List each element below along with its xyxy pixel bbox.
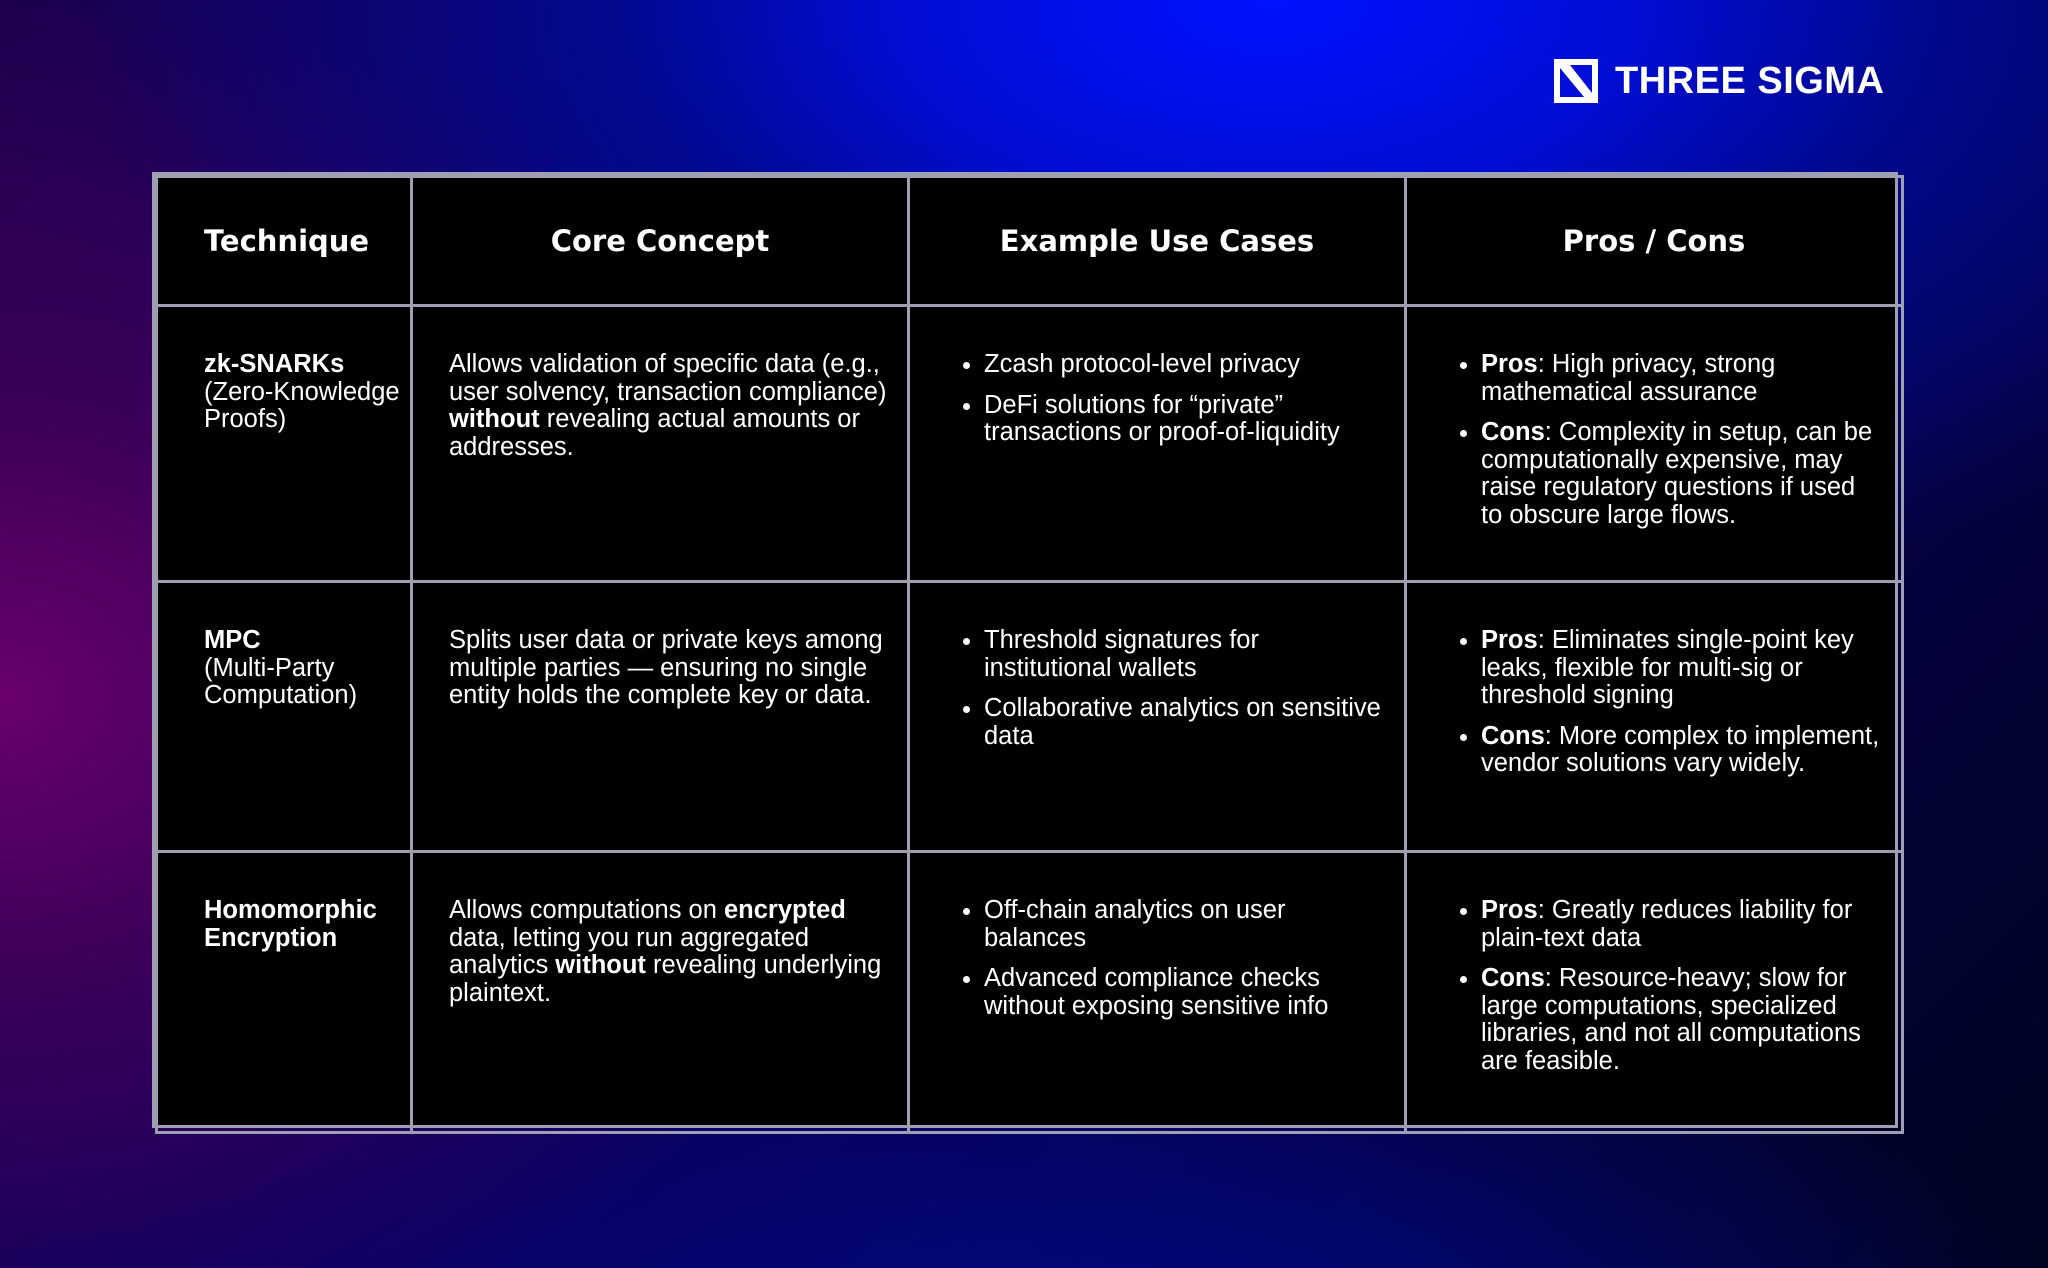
concept-emphasis-2: without bbox=[555, 951, 646, 979]
comparison-table bbox=[152, 172, 1898, 1128]
pros-cons-list bbox=[1407, 351, 1883, 529]
pros-label: Pros bbox=[1481, 626, 1538, 654]
list-item: • Threshold signatures for institutional wallets bbox=[984, 627, 1386, 682]
cons-item bbox=[1481, 419, 1883, 529]
list-item: • Zcash protocol-level privacy bbox=[984, 351, 1386, 379]
pros-text: : High privacy, strong mathematical assurance bbox=[1481, 350, 1776, 406]
header-core-concept: Core Concept bbox=[412, 177, 909, 306]
list-item: • Collaborative analytics on sensitive data bbox=[984, 695, 1386, 750]
concept-text-end: revealing actual amounts or addresses. bbox=[449, 405, 860, 461]
concept-text: Allows computations on bbox=[449, 896, 724, 924]
header-technique: Technique bbox=[157, 177, 412, 306]
technique-name: Homomorphic Encryption bbox=[204, 896, 377, 952]
pros-cons-cell bbox=[1406, 306, 1903, 582]
use-cases-cell bbox=[909, 582, 1406, 852]
cons-label: Cons bbox=[1481, 721, 1545, 750]
cons-text: : More complex to implement, vendor solutions vary widely. bbox=[1481, 721, 1880, 777]
pros-item bbox=[1481, 627, 1883, 710]
concept-text-mid: data, letting you run aggregated analytics bbox=[449, 923, 810, 979]
concept-text-end: revealing underlying plaintext. bbox=[449, 951, 882, 1007]
three-sigma-mark-icon bbox=[1551, 56, 1601, 106]
technique-subtitle: (Multi-Party Computation) bbox=[204, 653, 358, 709]
concept-emphasis: encrypted bbox=[723, 896, 846, 924]
technique-cell bbox=[157, 306, 412, 582]
pros-text: : Greatly reduces liability for plain-text data bbox=[1481, 896, 1853, 952]
header-example-use-cases: Example Use Cases bbox=[909, 177, 1406, 306]
list-item: • Off-chain analytics on user balances bbox=[984, 897, 1386, 952]
pros-cons-cell bbox=[1406, 852, 1903, 1133]
privacy-techniques-table bbox=[155, 175, 1904, 1134]
header-pros-cons: Pros / Cons bbox=[1406, 177, 1903, 306]
cons-item bbox=[1481, 965, 1883, 1075]
cons-item bbox=[1481, 723, 1883, 778]
pros-item bbox=[1481, 351, 1883, 406]
use-cases-list bbox=[910, 351, 1386, 447]
use-cases-list bbox=[910, 897, 1386, 1020]
technique-subtitle: (Zero-Knowledge Proofs) bbox=[204, 377, 400, 433]
list-item: • Advanced compliance checks without exposing sensitive info bbox=[984, 965, 1386, 1020]
use-cases-cell bbox=[909, 852, 1406, 1133]
use-cases-list bbox=[910, 627, 1386, 750]
concept-text: Allows validation of specific data (e.g., user solvency, transaction compliance) bbox=[449, 350, 887, 406]
core-concept-cell bbox=[412, 306, 909, 582]
pros-text: : Eliminates single-point key leaks, flexible for multi-sig or threshold signing bbox=[1481, 626, 1854, 709]
technique-cell bbox=[157, 852, 412, 1133]
core-concept-cell bbox=[412, 582, 909, 852]
concept-text: Splits user data or private keys among multiple parties — ensuring no single entity holds the complete key or data. bbox=[449, 626, 883, 709]
cons-label: Cons bbox=[1481, 964, 1545, 992]
technique-name: MPC bbox=[204, 626, 261, 654]
technique-cell bbox=[157, 582, 412, 852]
pros-cons-list bbox=[1407, 627, 1883, 778]
core-concept-cell bbox=[412, 852, 909, 1133]
three-sigma-logo bbox=[1551, 55, 1884, 107]
pros-label: Pros bbox=[1481, 350, 1538, 378]
list-item: • DeFi solutions for “private” transactions or proof-of-liquidity bbox=[984, 392, 1386, 447]
logo-text: THREE SIGMA bbox=[1615, 59, 1885, 102]
cons-text: : Complexity in setup, can be computationally expensive, may raise regulatory questions if used to obscure large flows. bbox=[1481, 418, 1873, 529]
pros-cons-list bbox=[1407, 897, 1883, 1075]
concept-emphasis: without bbox=[449, 405, 540, 433]
table-row bbox=[157, 582, 1903, 852]
pros-item bbox=[1481, 897, 1883, 952]
cons-label: Cons bbox=[1481, 418, 1545, 446]
cons-text: : Resource-heavy; slow for large computations, specialized libraries, and not all computations are feasible. bbox=[1481, 964, 1861, 1075]
technique-name: zk-SNARKs bbox=[204, 350, 345, 378]
table-row bbox=[157, 306, 1903, 582]
table-header-row bbox=[157, 177, 1903, 306]
use-cases-cell bbox=[909, 306, 1406, 582]
pros-cons-cell bbox=[1406, 582, 1903, 852]
pros-label: Pros bbox=[1481, 896, 1538, 924]
table-row bbox=[157, 852, 1903, 1133]
